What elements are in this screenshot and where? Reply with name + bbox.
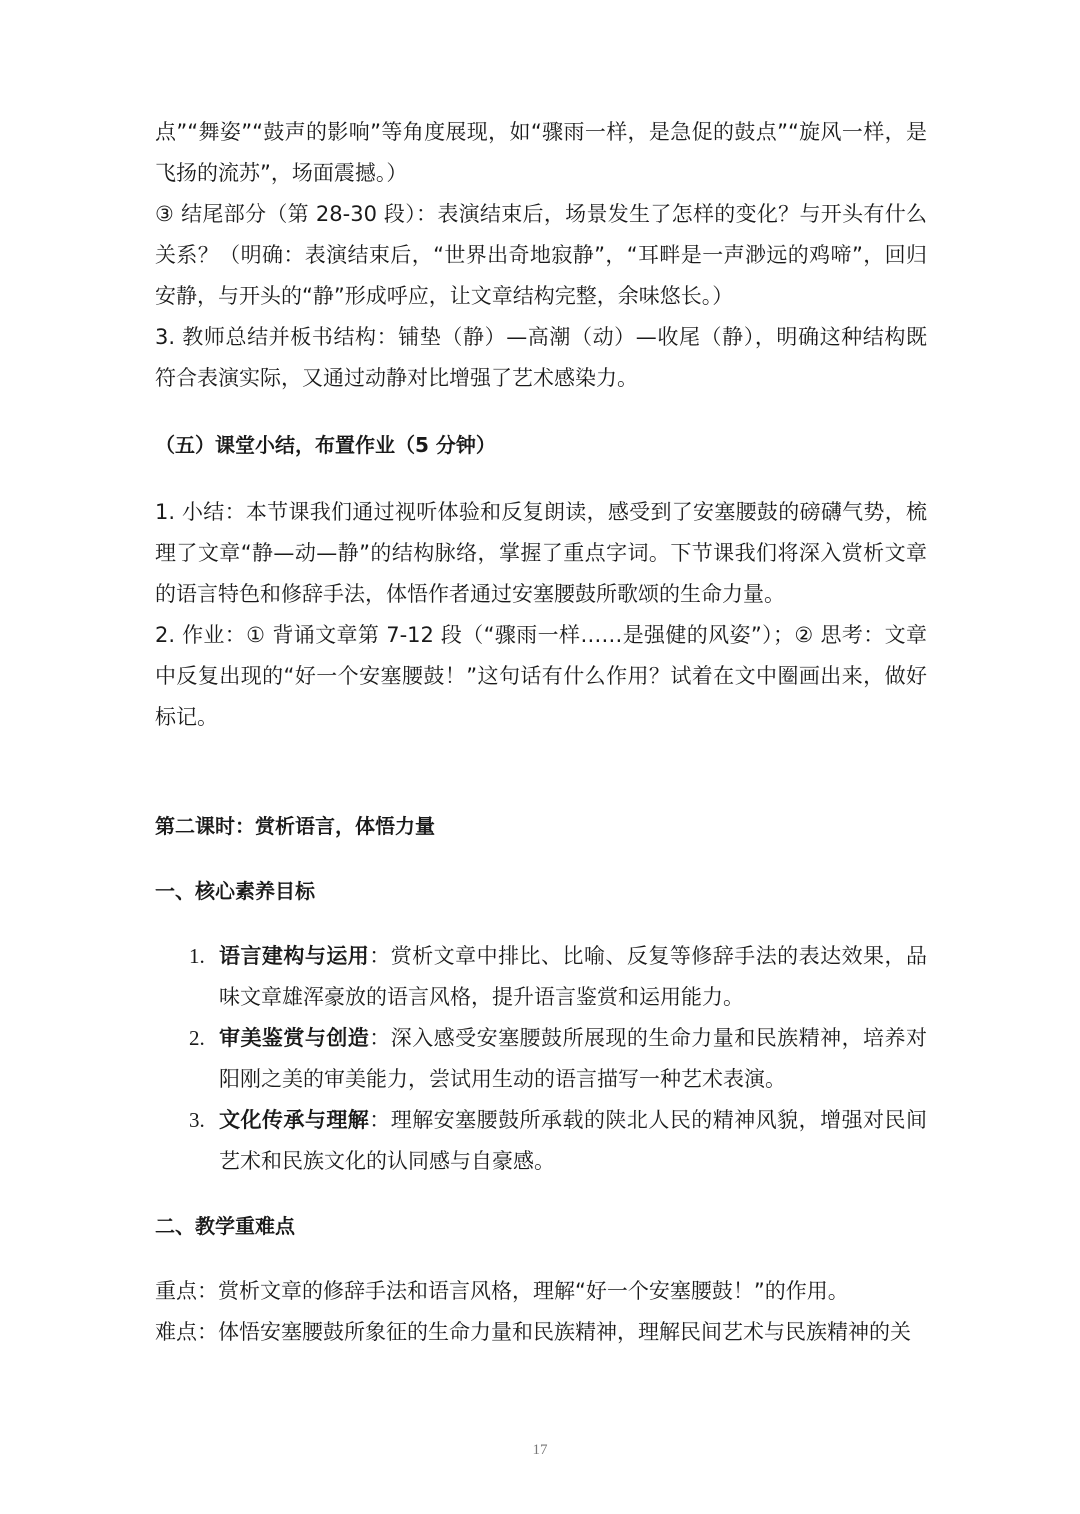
heading-class-summary: （五）课堂小结，布置作业（5 分钟） [155, 433, 496, 457]
document-body [155, 112, 927, 1353]
goal-text: ：赏析文章中排比、比喻、反复等修辞手法的表达效果，品味文章雄浑豪放的语言风格，提升语言鉴赏和运用能力。 [219, 944, 927, 1009]
paragraph-drum-scene: 点”“舞姿”“鼓声的影响”等角度展现，如“骤雨一样，是急促的鼓点”“旋风一样，是飞扬的流苏”，场面震撼。） [155, 120, 927, 185]
list-item [155, 936, 927, 1018]
list-number: 2. [189, 1026, 205, 1050]
goal-label: 语言建构与运用 [219, 944, 370, 968]
goal-text: ：理解安塞腰鼓所承载的陕北人民的精神风貌，增强对民间艺术和民族文化的认同感与自豪感。 [219, 1108, 927, 1173]
list-item [155, 1018, 927, 1100]
heading-second-lesson: 第二课时：赏析语言，体悟力量 [155, 814, 435, 838]
paragraph-ending-part: ③ 结尾部分（第 28-30 段）：表演结束后，场景发生了怎样的变化？与开头有什么关系？（明确：表演结束后，“世界出奇地寂静”，“耳畔是一声渺远的鸡啼”，回归安静，与开头的“静”形成呼应，让文章结构完整，余味悠长。） [155, 202, 927, 308]
paragraph-teacher-summary: 3. 教师总结并板书结构：铺垫（静）—高潮（动）—收尾（静），明确这种结构既符合表演实际，又通过动静对比增强了艺术感染力。 [155, 325, 927, 390]
list-number: 3. [189, 1108, 205, 1132]
heading-core-goals: 一、核心素养目标 [155, 879, 315, 903]
paragraph-key-point: 重点：赏析文章的修辞手法和语言风格，理解“好一个安塞腰鼓！”的作用。 [155, 1279, 849, 1303]
list-item [155, 1100, 927, 1182]
goal-text: ：深入感受安塞腰鼓所展现的生命力量和民族精神，培养对阳刚之美的审美能力，尝试用生动的语言描写一种艺术表演。 [219, 1026, 927, 1091]
heading-key-points: 二、教学重难点 [155, 1214, 295, 1238]
paragraph-difficult-point: 难点：体悟安塞腰鼓所象征的生命力量和民族精神，理解民间艺术与民族精神的关 [155, 1320, 911, 1344]
list-number: 1. [189, 944, 205, 968]
paragraph-summary: 1. 小结：本节课我们通过视听体验和反复朗读，感受到了安塞腰鼓的磅礴气势，梳理了文章“静—动—静”的结构脉络，掌握了重点字词。下节课我们将深入赏析文章的语言特色和修辞手法，体悟作者通过安塞腰鼓所歌颂的生命力量。 [155, 500, 927, 606]
goals-list [155, 936, 927, 1182]
page-number: 17 [532, 1442, 548, 1458]
goal-label: 文化传承与理解 [219, 1108, 370, 1132]
paragraph-homework: 2. 作业：① 背诵文章第 7-12 段（“骤雨一样……是强健的风姿”）；② 思考：文章中反复出现的“好一个安塞腰鼓！”这句话有什么作用？试着在文中圈画出来，做好标记。 [155, 623, 927, 729]
goal-label: 审美鉴赏与创造 [219, 1026, 370, 1050]
